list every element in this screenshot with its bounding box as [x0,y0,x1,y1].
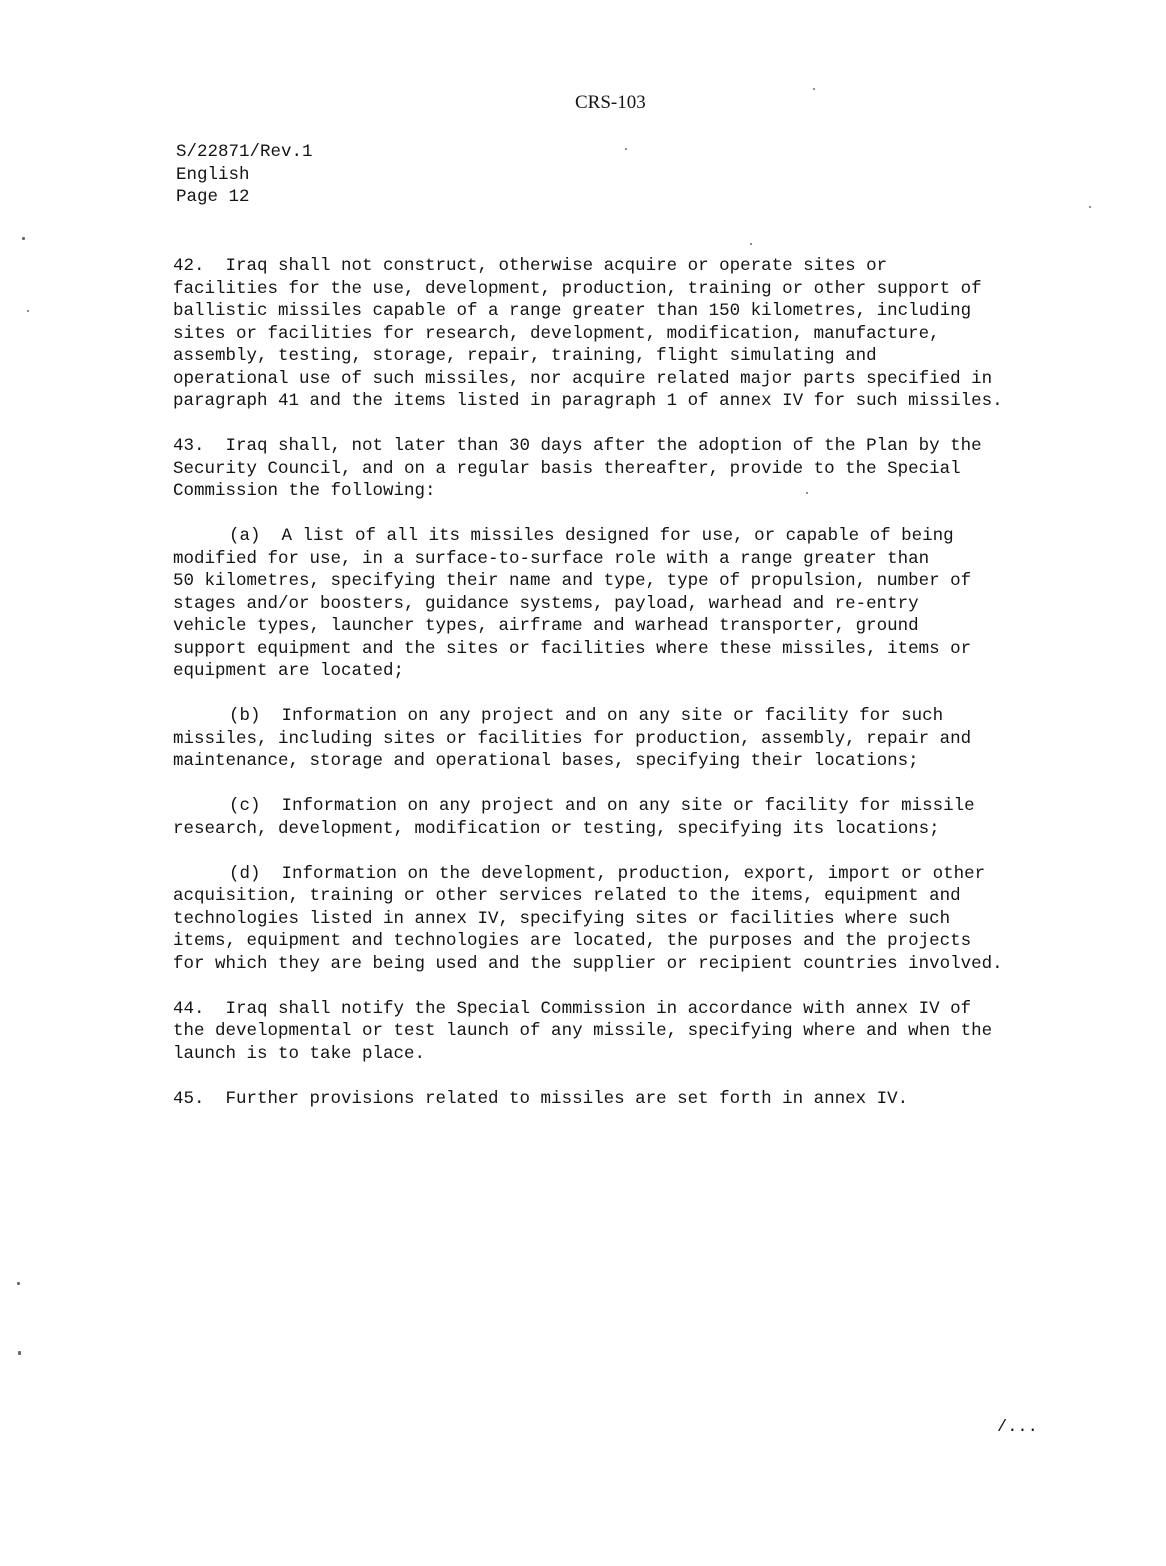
scan-speck [625,148,627,150]
text-line-indented [173,525,1073,548]
scan-speck [750,243,752,245]
paragraph-44 [173,998,1073,1066]
text-line: (b) Information on any project and on any site or facility for such [229,706,944,726]
scan-speck [18,1351,21,1355]
scan-speck [813,88,815,90]
text-line: (c) Information on any project and on any site or facility for missile [229,796,975,816]
subparagraph-b [173,705,1073,773]
text-line-indented [173,705,1073,728]
page-code: CRS-103 [575,92,646,113]
text-line-indented [173,795,1073,818]
text-line: launch is to take place. [173,1043,426,1064]
text-line: sites or facilities for research, development, modification, manufacture, [173,323,940,344]
text-line: the developmental or test launch of any missile, specifying where and when the [173,1021,993,1041]
text-line-indented [173,863,1073,886]
paragraph-45 [173,1088,1073,1111]
text-line: ballistic missiles capable of a range greater than 150 kilometres, including [173,301,972,321]
text-line: research, development, modification or testing, specifying its locations; [173,818,940,839]
text-line: maintenance, storage and operational bases, specifying their locations; [173,751,919,771]
subparagraph-d [173,863,1073,976]
text-line: 50 kilometres, specifying their name and type, type of propulsion, number of [173,571,972,591]
text-line: for which they are being used and the supplier or recipient countries involved. [173,953,1003,974]
subparagraph-c [173,795,1073,840]
text-line: paragraph 41 and the items listed in paragraph 1 of annex IV for such missiles. [173,391,1003,411]
paragraph-42 [173,255,1073,413]
text-line: Security Council, and on a regular basis thereafter, provide to the Special [173,458,961,479]
text-line: technologies listed in annex IV, specifying sites or facilities where such [173,908,951,929]
text-line: assembly, testing, storage, repair, training, flight simulating and [173,346,877,366]
text-line: items, equipment and technologies are located, the purposes and the projects [173,931,972,951]
scan-speck [22,237,25,240]
text-line: 42. Iraq shall not construct, otherwise acquire or operate sites or [173,256,888,276]
document-language: English [176,164,250,185]
continuation-marker: /... [997,1418,1038,1437]
text-line: modified for use, in a surface-to-surface role with a range greater than [173,548,930,569]
text-line: (a) A list of all its missiles designed for use, or capable of being [229,526,954,546]
text-line: facilities for the use, development, production, training or other support of [173,278,982,299]
text-line: vehicle types, launcher types, airframe and warhead transporter, ground [173,616,919,636]
text-line: stages and/or boosters, guidance systems, payload, warhead and re-entry [173,593,919,614]
text-line: 45. Further provisions related to missiles are set forth in annex IV. [173,1088,909,1109]
text-line: operational use of such missiles, nor acquire related major parts specified in [173,368,993,389]
subparagraph-a [173,525,1073,683]
document-body [173,255,1073,1133]
text-line: acquisition, training or other services related to the items, equipment and [173,886,961,906]
document-symbol: S/22871/Rev.1 [176,142,313,162]
text-line: missiles, including sites or facilities for production, assembly, repair and [173,728,972,749]
scan-speck [1089,206,1091,208]
paragraph-43 [173,435,1073,503]
text-line: (d) Information on the development, production, export, import or other [229,863,986,884]
text-line: equipment are located; [173,661,405,681]
scan-speck [17,1282,20,1285]
text-line: 43. Iraq shall, not later than 30 days after the adoption of the Plan by the [173,436,982,456]
document-page-number: Page 12 [176,187,250,207]
scan-speck [27,310,29,312]
text-line: Commission the following: [173,481,436,501]
scan-speck [806,492,808,494]
document-identifier [176,141,313,209]
text-line: support equipment and the sites or facilities where these missiles, items or [173,638,972,659]
text-line: 44. Iraq shall notify the Special Commission in accordance with annex IV of [173,998,972,1019]
